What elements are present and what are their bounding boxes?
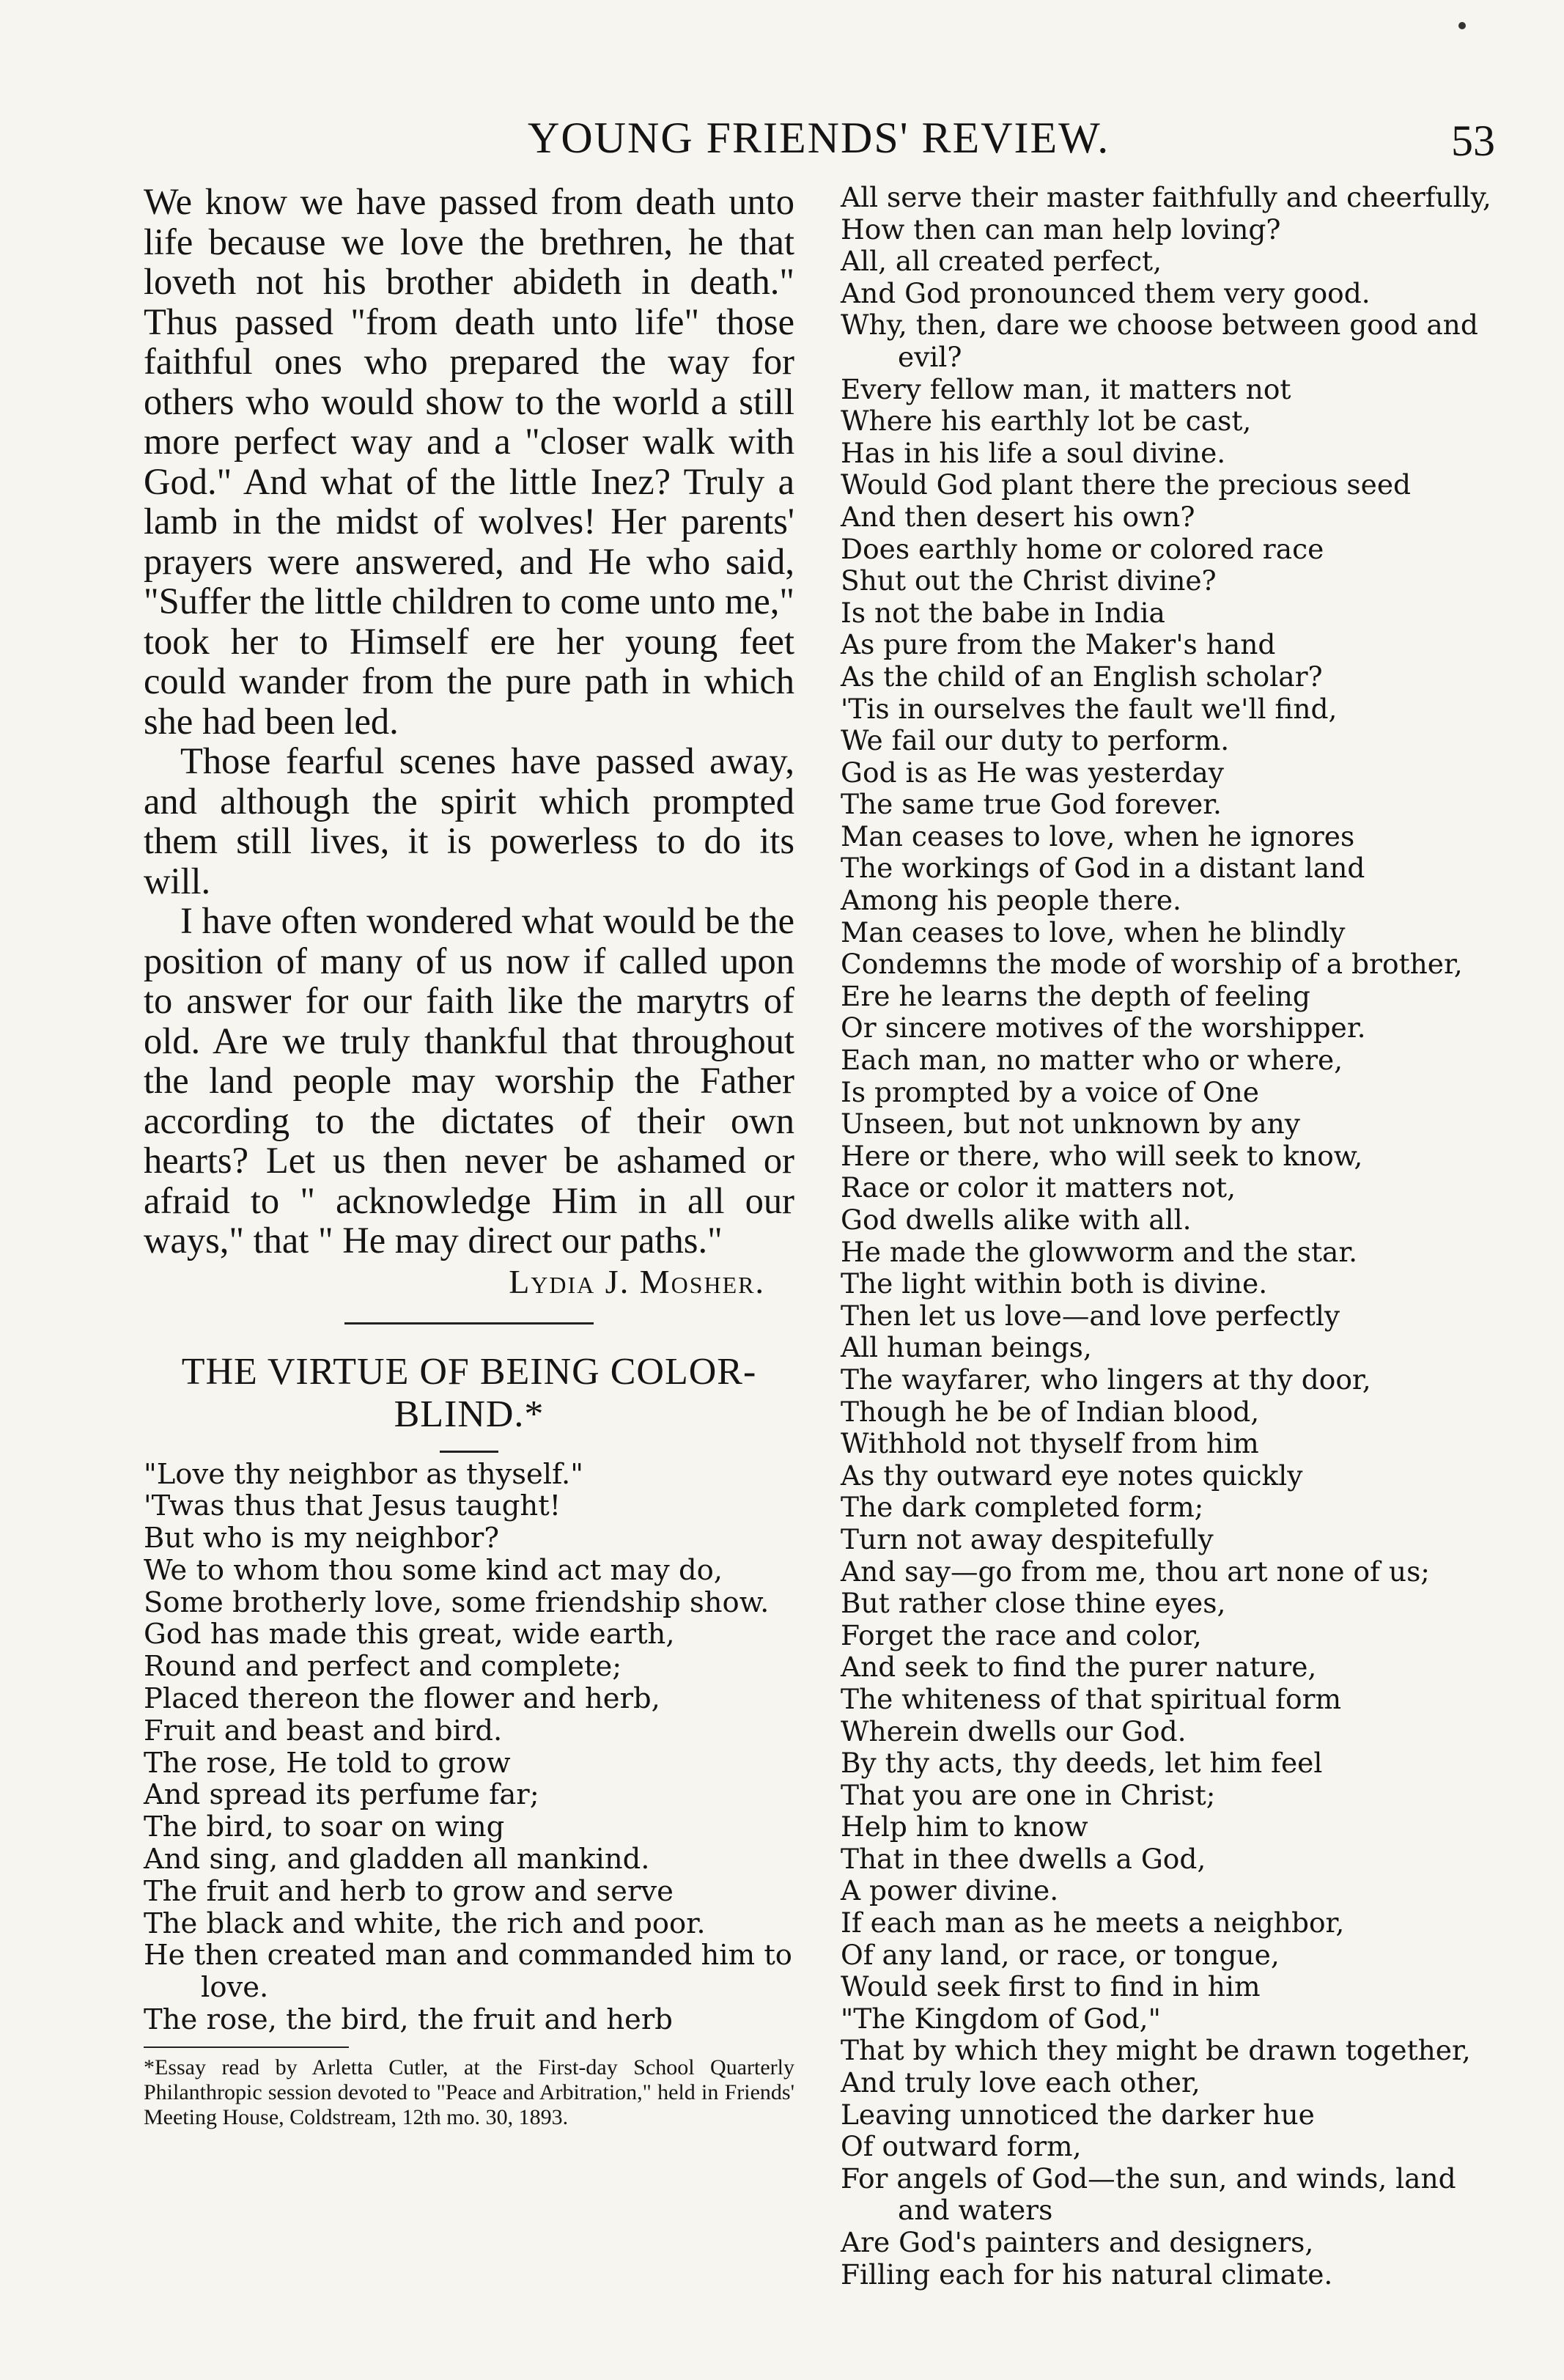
poem-line: As thy outward eye notes quickly (841, 1459, 1303, 1492)
poem-line: Placed thereon the flower and herb, (144, 1682, 660, 1716)
poem-line: Or sincere motives of the worshipper. (841, 1012, 1366, 1045)
print-speck (1458, 22, 1466, 29)
poem-line: Fruit and beast and bird. (144, 1714, 503, 1747)
poem-line: That by which they might be drawn together, (841, 2034, 1471, 2067)
poem-line: Round and perfect and complete; (144, 1650, 622, 1684)
poem-line: Every fellow man, it matters not (841, 372, 1291, 405)
page-number: 53 (1451, 117, 1495, 165)
poem-line: By thy acts, thy deeds, let him feel (841, 1747, 1323, 1780)
poem-line: The black and white, the rich and poor. (144, 1906, 706, 1940)
poem-line: God dwells alike with all. (841, 1204, 1192, 1236)
poem-line: A power divine. (841, 1874, 1059, 1907)
poem-line: "Love thy neighbor as thyself." (144, 1457, 583, 1491)
poem-line: Some brotherly love, some friendship show. (144, 1585, 770, 1619)
poem-line: As the child of an English scholar? (841, 660, 1323, 693)
poem-line: Has in his life a soul divine. (841, 436, 1226, 469)
poem-line: Are God's painters and designers, (841, 2226, 1314, 2258)
poem-line: We fail our duty to perform. (841, 724, 1230, 757)
poem-line: Each man, no matter who or where, (841, 1044, 1343, 1077)
poem-line: "The Kingdom of God," (841, 2002, 1161, 2035)
poem-line: Of any land, or race, or tongue, (841, 1938, 1280, 1971)
poem-line: And God pronounced them very good. (841, 276, 1371, 309)
poem-line: Would seek first to find in him (841, 1970, 1261, 2003)
poem-line: Leaving unnoticed the darker hue (841, 2098, 1315, 2131)
poem-line: The bird, to soar on wing (144, 1810, 505, 1844)
author-signature: Lydia J. Mosher. (509, 1262, 765, 1300)
poem-line: evil? (898, 340, 962, 373)
paragraph: We know we have passed from death unto life because we love the brethren, he that loveth not his brother abideth in death." Thus passed "from death unto life" those faithful ones who prepared the way for others who would show to the world a still more perfect way and a "closer walk with God." And what of the little Inez? Truly a lamb in the midst of wolves! Her parents' prayers were answered, and He who said, "Suffer the little children to come unto me," took her to Himself ere her young feet could wander from the pure path in which she had been led. (144, 181, 794, 742)
title-divider (440, 1451, 498, 1453)
poem-line: Would God plant there the precious seed (841, 468, 1412, 501)
poem-line: The wayfarer, who lingers at thy door, (841, 1363, 1371, 1396)
poem-line: Condemns the mode of worship of a brother, (841, 948, 1463, 981)
poem-line: Of outward form, (841, 2130, 1082, 2163)
poem-line: Unseen, but not unknown by any (841, 1108, 1300, 1141)
poem-line: The dark completed form; (841, 1491, 1204, 1524)
poem-line: God has made this great, wide earth, (144, 1618, 675, 1651)
poem-line: He made the glowworm and the star. (841, 1235, 1358, 1268)
poem-line: 'Twas thus that Jesus taught! (144, 1489, 561, 1523)
poem-line: Is not the babe in India (841, 596, 1165, 629)
poem-line: Ere he learns the depth of feeling (841, 979, 1310, 1012)
poem-line: That you are one in Christ; (841, 1778, 1216, 1811)
running-title: YOUNG FRIENDS' REVIEW. (528, 114, 1110, 162)
right-column (841, 182, 1508, 2291)
poem-line: The rose, He told to grow (144, 1746, 511, 1780)
poem-line: Race or color it matters not, (841, 1171, 1236, 1204)
poem-line: Man ceases to love, when he blindly (841, 915, 1346, 948)
poem-line: Wherein dwells our God. (841, 1714, 1187, 1747)
essay-conclusion (144, 182, 794, 1261)
paragraph: Those fearful scenes have passed away, and although the spirit which prompted them still lives, it is powerless to do its will. (144, 740, 794, 902)
article-title: THE VIRTUE OF BEING COLOR-BLIND.* (181, 1350, 757, 1435)
poem-line: Filling each for his natural climate. (841, 2258, 1333, 2291)
paragraph: I have often wondered what would be the position of many of us now if called upon to answer for our faith like the marytrs of old. Are we truly thankful that throughout the land people may worship the Father according to the dictates of their own hearts? Let us then never be ashamed or afraid to " acknowledge Him in all our ways," that " He may direct our paths." (144, 900, 794, 1261)
poem-line: And spread its perfume far; (144, 1778, 539, 1812)
poem-line: And truly love each other, (841, 2066, 1200, 2099)
poem-line: Forget the race and color, (841, 1618, 1202, 1651)
poem-line: As pure from the Maker's hand (841, 628, 1276, 661)
poem-line: Does earthly home or colored race (841, 532, 1324, 565)
poem-line: That in thee dwells a God, (841, 1842, 1206, 1875)
poem-line: Turn not away despitefully (841, 1522, 1214, 1555)
poem-line: How then can man help loving? (841, 213, 1281, 246)
poem-line: And say—go from me, thou art none of us; (841, 1555, 1430, 1588)
poem-line: He then created man and commanded him to (144, 1939, 792, 1972)
poem-line: Here or there, who will seek to know, (841, 1139, 1363, 1172)
poem-line: And sing, and gladden all mankind. (144, 1843, 650, 1876)
poem-line: Where his earthly lot be cast, (841, 405, 1252, 438)
poem-line: Why, then, dare we choose between good and (841, 309, 1478, 342)
poem-line: Then let us love—and love perfectly (841, 1299, 1340, 1332)
left-column (144, 182, 794, 2130)
poem-line: And seek to find the purer nature, (841, 1651, 1317, 1684)
poem-line: love. (201, 1971, 269, 2005)
poem-line: Man ceases to love, when he ignores (841, 819, 1355, 852)
poem-line: The light within both is divine. (841, 1267, 1268, 1300)
poem-line: Shut out the Christ divine? (841, 564, 1217, 597)
poem-line: We to whom thou some kind act may do, (144, 1553, 723, 1587)
poem-line: If each man as he meets a neighbor, (841, 1906, 1345, 1939)
poem-line: and waters (898, 2194, 1053, 2227)
footnote-divider (144, 2046, 349, 2048)
poem-line: The workings of God in a distant land (841, 852, 1365, 885)
poem-line: All, all created perfect, (841, 245, 1162, 278)
poem-line: The same true God forever. (841, 788, 1222, 821)
poem-line: All serve their master faithfully and cheerfully, (841, 181, 1491, 213)
poem-line: Among his people there. (841, 884, 1181, 917)
poem-line: All human beings, (841, 1331, 1092, 1364)
poem-line: The whiteness of that spiritual form (841, 1682, 1342, 1715)
poem-line: God is as He was yesterday (841, 756, 1224, 789)
poem-line: Withhold not thyself from him (841, 1427, 1259, 1460)
page-header (0, 108, 1564, 167)
poem-part-1 (144, 1459, 794, 2036)
poem-line: And then desert his own? (841, 500, 1195, 533)
poem-line: But who is my neighbor? (144, 1522, 499, 1555)
poem-line: Is prompted by a voice of One (841, 1075, 1259, 1108)
poem-line: The rose, the bird, the fruit and herb (144, 2003, 673, 2037)
footnote: *Essay read by Arletta Cutler, at the First-day School Quarterly Philanthropic session devoted to "Peace and Arbitration," held in Friends' Meeting House, Coldstream, 12th mo. 30, 1893. (144, 2055, 794, 2129)
poem-line: Though he be of Indian blood, (841, 1395, 1260, 1428)
poem-line: For angels of God—the sun, and winds, land (841, 2162, 1456, 2195)
poem-line: Help him to know (841, 1810, 1088, 1843)
poem-part-2 (841, 182, 1508, 2291)
poem-line: But rather close thine eyes, (841, 1587, 1226, 1620)
section-divider (344, 1322, 594, 1325)
poem-line: The fruit and herb to grow and serve (144, 1874, 674, 1908)
poem-line: 'Tis in ourselves the fault we'll find, (841, 692, 1338, 725)
